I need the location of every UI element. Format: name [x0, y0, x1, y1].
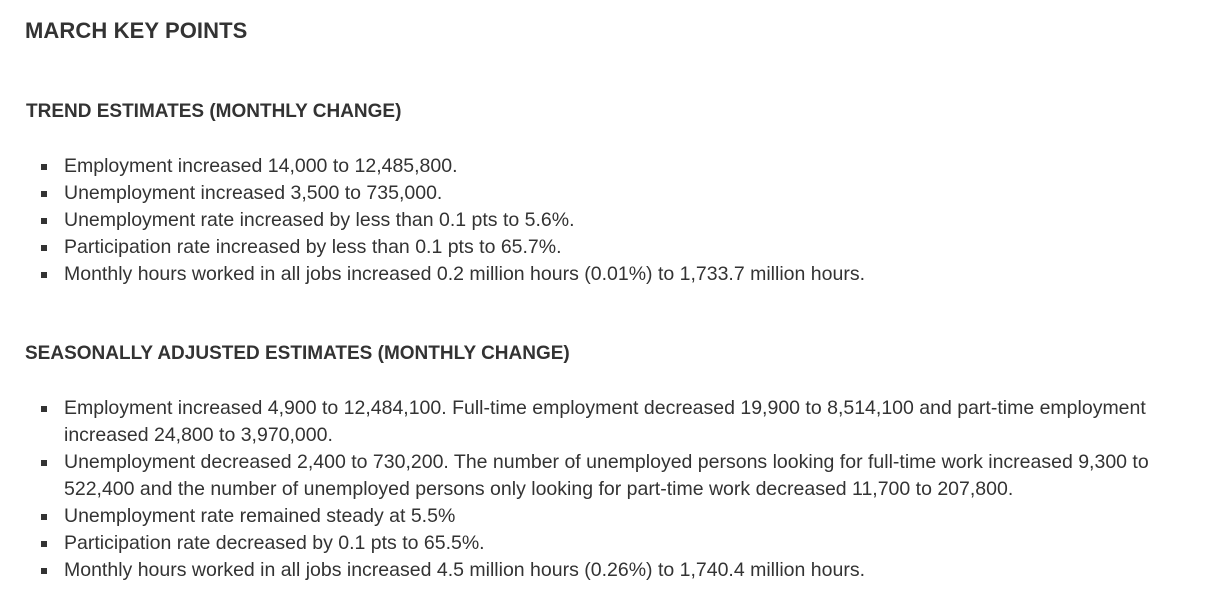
- square-bullet-icon: [41, 541, 47, 547]
- square-bullet-icon: [41, 406, 47, 412]
- list-item: [40, 557, 1205, 584]
- trend-estimates-heading: TREND ESTIMATES (MONTHLY CHANGE): [26, 101, 402, 122]
- list-item: [40, 395, 1205, 449]
- list-item-text: Participation rate increased by less than 0.1 pts to 65.7%.: [64, 236, 562, 258]
- seasonally-adjusted-estimates-heading: SEASONALLY ADJUSTED ESTIMATES (MONTHLY CHANGE): [25, 343, 570, 364]
- list-item: [40, 261, 1205, 288]
- list-item-text: Monthly hours worked in all jobs increased 4.5 million hours (0.26%) to 1,740.4 million hours.: [64, 559, 865, 581]
- list-item: [40, 153, 1205, 180]
- list-item-text: Employment increased 14,000 to 12,485,800.: [64, 155, 458, 177]
- list-item-text: Employment increased 4,900 to 12,484,100. Full-time employment decreased 19,900 to 8,514,100 and part-time employment increased 24,800 to 3,970,000.: [64, 397, 1146, 446]
- list-item: [40, 449, 1205, 503]
- list-item: [40, 503, 1205, 530]
- page-title: MARCH KEY POINTS: [25, 18, 248, 43]
- list-item-text: Unemployment increased 3,500 to 735,000.: [64, 182, 443, 204]
- list-item-text: Unemployment rate remained steady at 5.5%: [64, 505, 456, 527]
- list-item-text: Unemployment rate increased by less than 0.1 pts to 5.6%.: [64, 209, 575, 231]
- square-bullet-icon: [41, 218, 47, 224]
- list-item-text: Monthly hours worked in all jobs increased 0.2 million hours (0.01%) to 1,733.7 million hours.: [64, 263, 865, 285]
- square-bullet-icon: [41, 568, 47, 574]
- square-bullet-icon: [41, 460, 47, 466]
- square-bullet-icon: [41, 514, 47, 520]
- list-item: [40, 207, 1205, 234]
- trend-estimates-list: [40, 153, 1205, 288]
- list-item-text: Participation rate decreased by 0.1 pts to 65.5%.: [64, 532, 485, 554]
- list-item: [40, 530, 1205, 557]
- square-bullet-icon: [41, 191, 47, 197]
- square-bullet-icon: [41, 272, 47, 278]
- seasonally-adjusted-estimates-list: [40, 395, 1205, 584]
- square-bullet-icon: [41, 164, 47, 170]
- list-item-text: Unemployment decreased 2,400 to 730,200. The number of unemployed persons looking for full-time work increased 9,300 to 522,400 and the number of unemployed persons only looking for part-time work decreased 11,700 to 207,800.: [64, 451, 1149, 500]
- list-item: [40, 234, 1205, 261]
- square-bullet-icon: [41, 245, 47, 251]
- list-item: [40, 180, 1205, 207]
